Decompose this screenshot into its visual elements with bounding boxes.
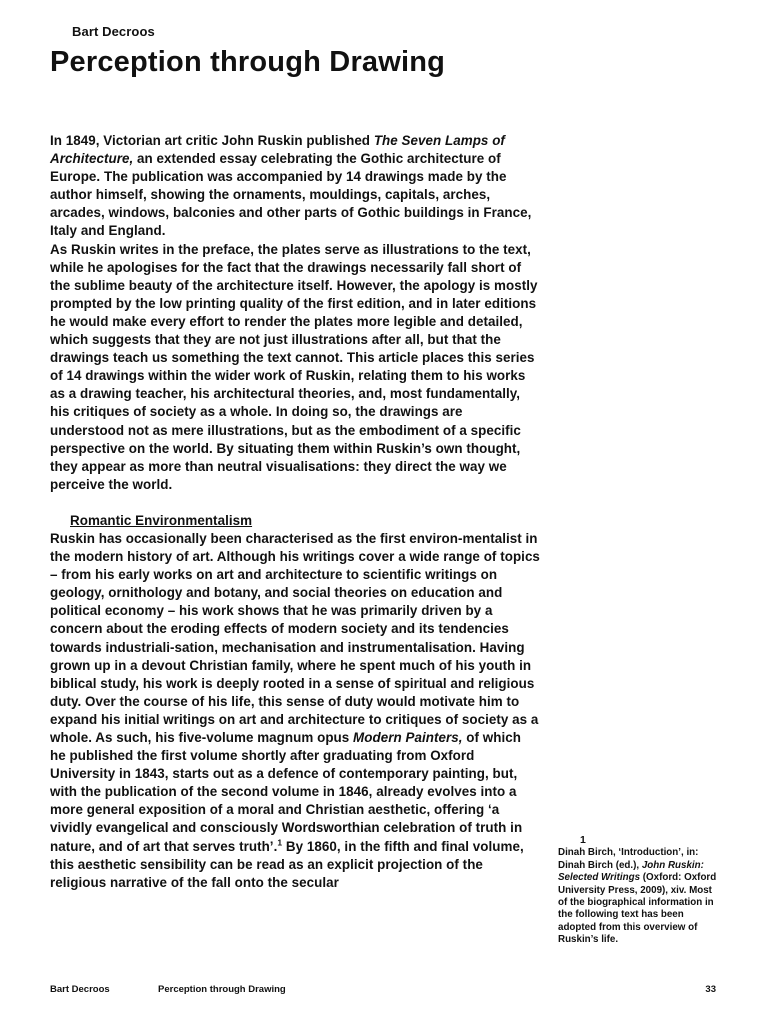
page-number: 33 [705,984,716,995]
intro-text-1: In 1849, Victorian art critic John Ruskin published [50,133,374,148]
page-title: Perception through Drawing [50,46,446,78]
footnote [558,834,723,947]
footer-author: Bart Decroos [50,984,110,995]
footnote-number: 1 [580,834,586,846]
section-heading: Romantic Environmentalism [70,512,253,528]
page-footer [0,984,768,998]
footnote-text-2: (Oxford: Oxford University Press, 2009), xiv. Most of the biographical information in the following text has been adopted from this overview of Ruskin’s life. [558,872,717,946]
footer-title: Perception through Drawing [158,984,286,995]
section-text-2: of which he published the first volume shortly after graduating from Oxford University in 1843, starts out as a defence of contemporary painting, but, with the publication of the second volume in 1846, already evolves into a more general exposition of a moral and Christian aesthetic, offering ‘a vividly evangelical and consciously Wordsworthian celebration of truth in nature, and of art that serves truth’. [50,730,523,854]
footnote-marker[interactable]: 1 [277,837,283,848]
intro-paragraph [50,132,540,241]
footnote-text-1: Dinah Birch, ‘Introduction’, in: Dinah Birch (ed.), [558,847,699,871]
intro-text-2: an extended essay celebrating the Gothic architecture of Europe. The publication was accompanied by 14 drawings made by the author himself, showing the ornaments, mouldings, capitals, arches, arcades, windows, balconies and other parts of Gothic buildings in France, Italy and England. [50,151,532,239]
article-body [50,132,540,892]
section-book-title: Modern Painters, [353,730,463,745]
intro-book-title: The Seven Lamps of Architecture, [50,133,505,167]
author-name: Bart Decroos [72,24,155,39]
footnote-book-title: John Ruskin: Selected Writings [558,859,704,884]
section-paragraph [50,530,540,892]
section-text-1: Ruskin has occasionally been characterised as the first environ-mentalist in the modern history of art. Although his writings cover a wide range of topics – from his early works on art and architecture to scientific writings on geology, ornithology and botany, and social theories on education and political economy – his work shows that he was primarily driven by a concern about the eroding effects of modern society and its tendencies towards industriali-sation, mechanisation and instrumentalisation. Having grown up in a devout Christian family, where he spent much of his youth in biblical study, his work is deeply rooted in a sense of spiritual and religious duty. Over the course of his life, this sense of duty would motivate him to expand his initial writings on art and architecture to critiques of society as a whole. As such, his five-volume magnum opus [50,530,540,745]
body-paragraph: As Ruskin writes in the preface, the plates serve as illustrations to the text, while he apologises for the fact that the drawings necessarily fall short of the sublime beauty of the architecture itself. However, the apology is mostly prompted by the low printing quality of the first edition, and in later editions he would make every effort to render the plates more legible and detailed, which suggests that they are not just illustrations after all, but that the drawings teach us something the text cannot. This article places this series of 14 drawings within the wider work of Ruskin, relating them to his works as a drawing teacher, his architectural theories, and, most fundamentally, his critiques of society as a whole. In doing so, the drawings are understood not as mere illustrations, but as the embodiment of a specific perspective on the world. By situating them within Ruskin’s own thought, they appear as more than neutral visualisations: they direct the way we perceive the world. [50,241,538,492]
section-text-3: By 1860, in the fifth and final volume, this aesthetic sensibility can be read as an explicit projection of the religious narrative of the fall onto the secular [50,838,524,890]
